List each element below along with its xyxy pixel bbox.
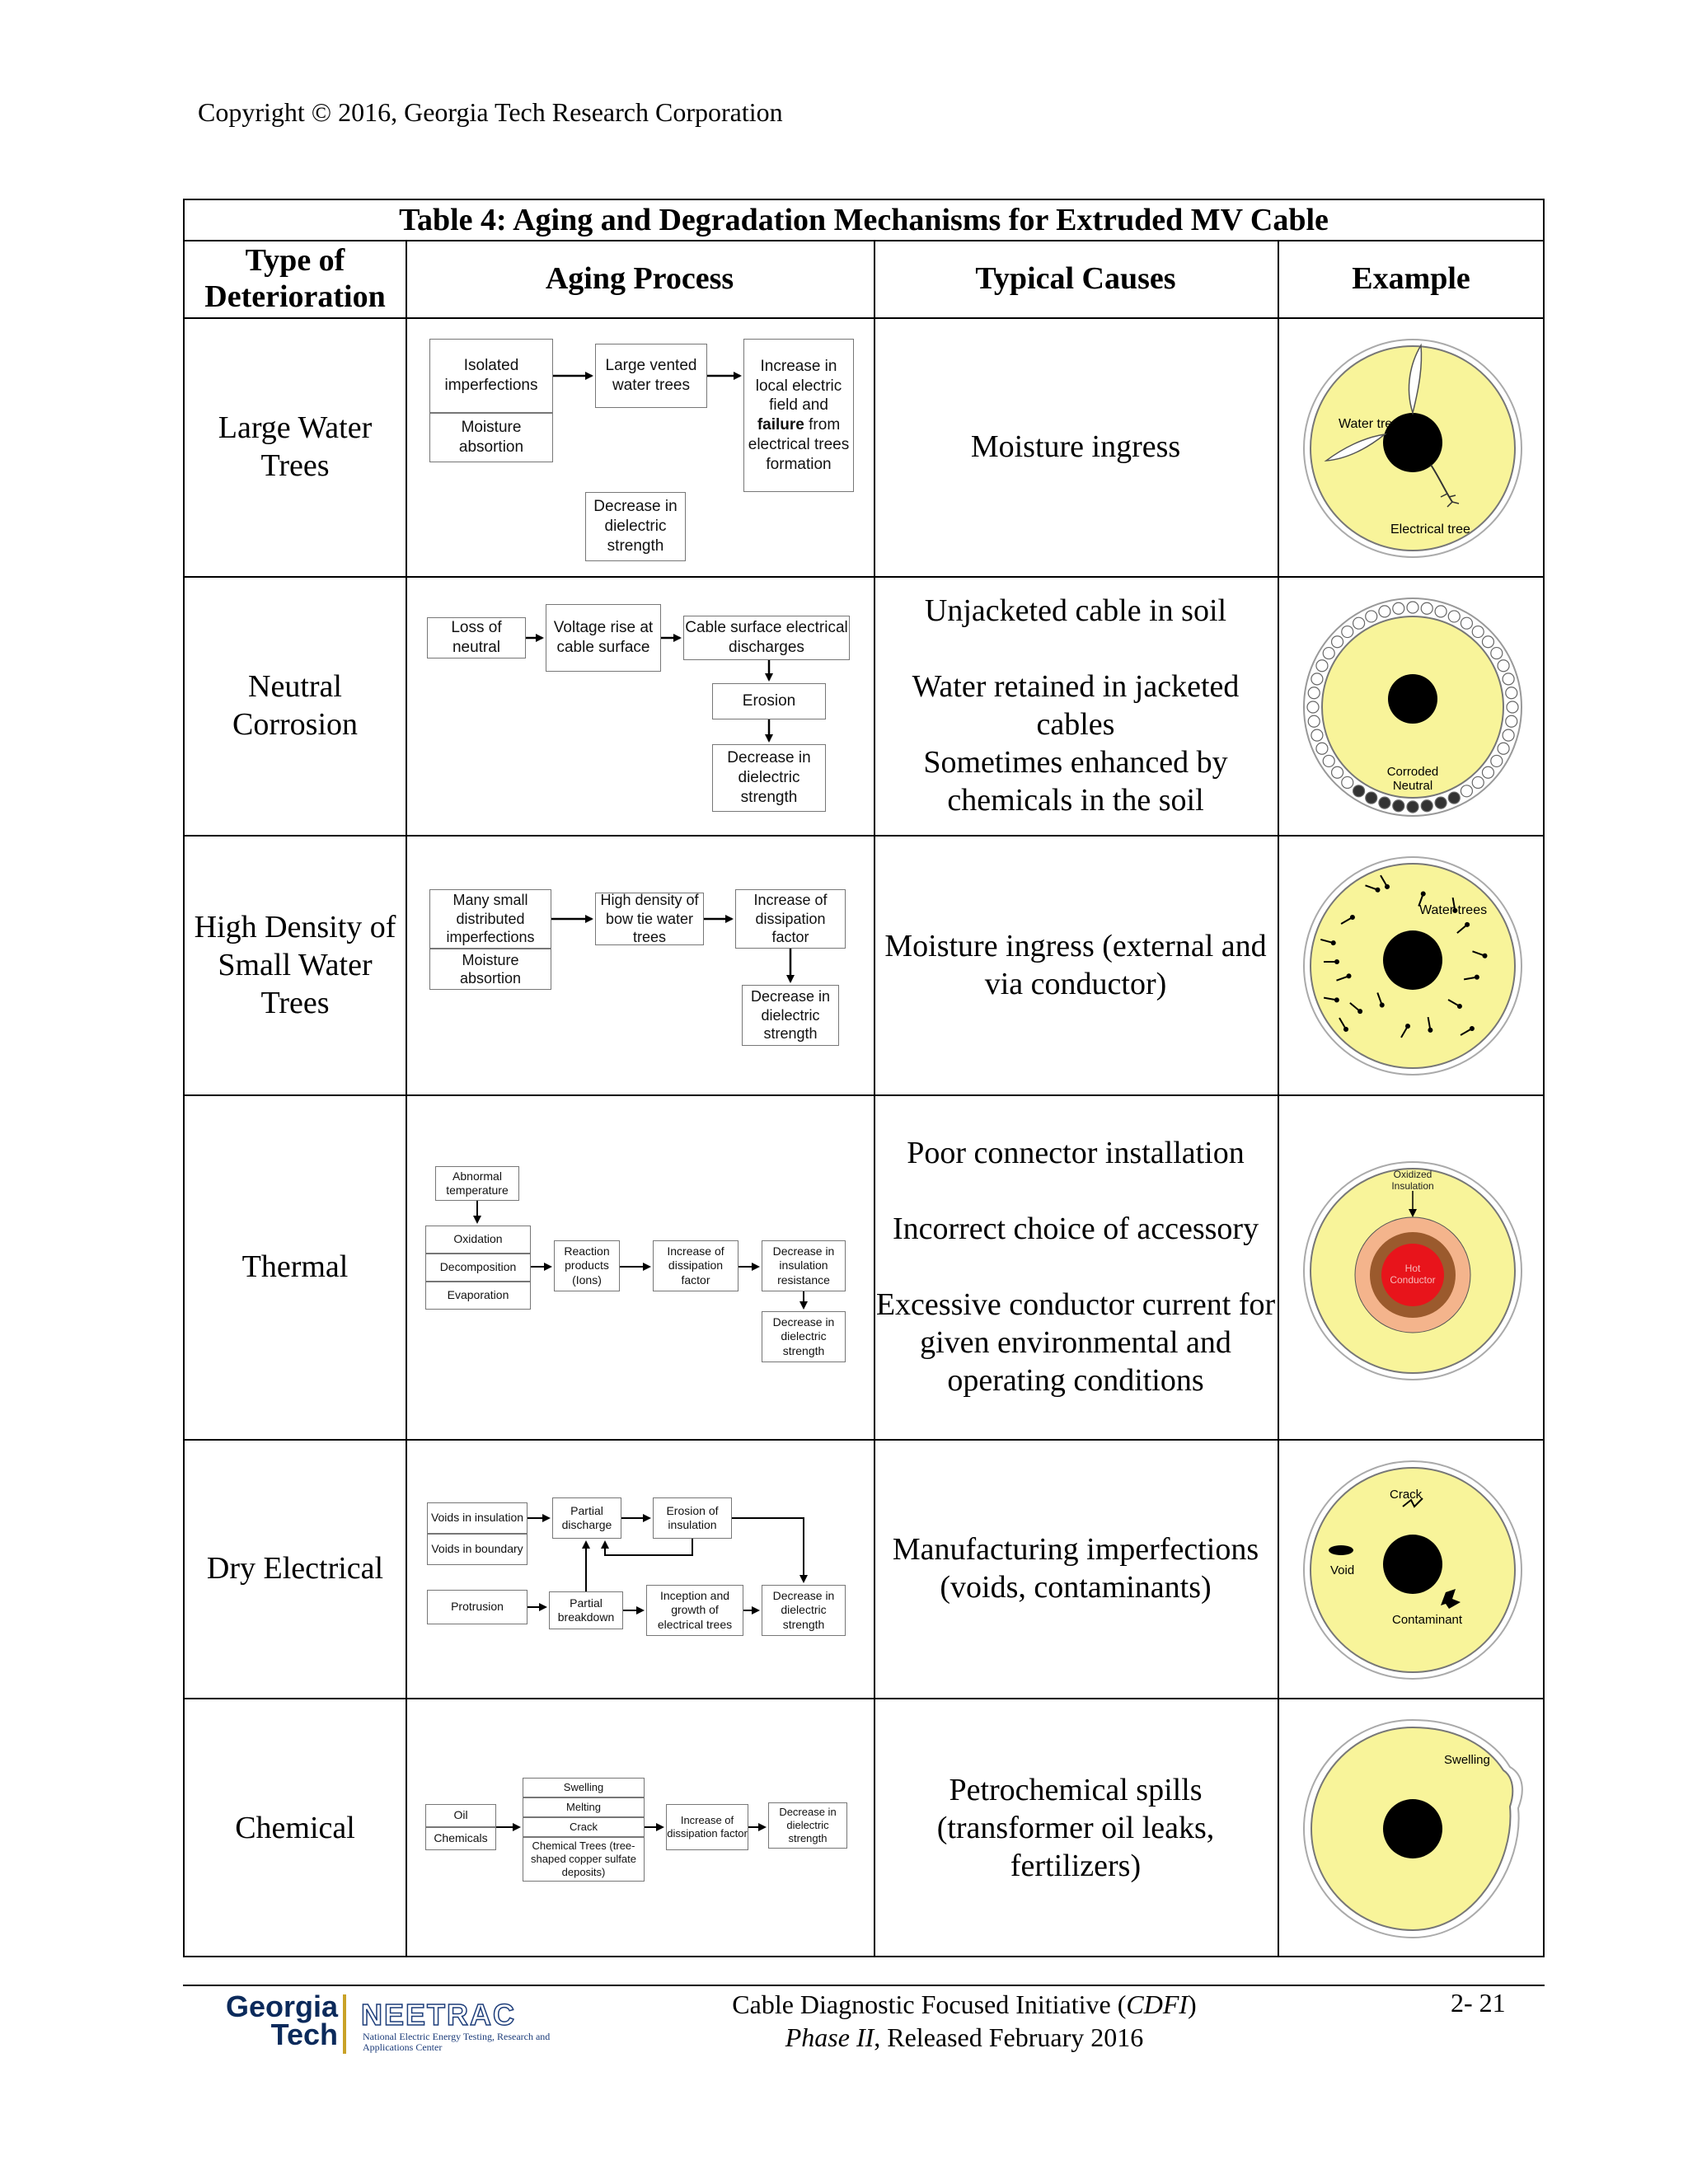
flow-box: Chemical Trees (tree-shaped copper sulfate deposits) (523, 1837, 645, 1882)
row-type-large-water-trees: Large Water Trees (218, 410, 373, 483)
logo-tech: Tech (270, 2018, 338, 2051)
flow-box: Decrease in dielectric strength (712, 744, 826, 812)
flow-box: Many small distributed imperfections (429, 889, 551, 949)
flow-box: Melting (523, 1797, 645, 1817)
footer-rule (183, 1985, 1545, 1986)
row-type-thermal: Thermal (241, 1249, 349, 1284)
logo-divider (343, 1994, 346, 2054)
footer-text: , Released February 2016 (874, 2022, 1144, 2052)
flow-box: Loss of neutral (427, 617, 526, 658)
row-type-high-density: High Density of Small Water Trees (194, 909, 396, 1020)
flow-box: Partial breakdown (549, 1591, 623, 1629)
cause-text: Petrochemical spills (transformer oil leaks, fertilizers) (936, 1772, 1215, 1883)
footer-line-2 (544, 2021, 1385, 2054)
flow-box: Partial discharge (552, 1497, 621, 1539)
logo-georgia: Georgia (225, 1990, 338, 2023)
flow-box: Evaporation (425, 1282, 531, 1310)
flow-box: Decrease in dielectric strength (742, 985, 839, 1046)
georgia-tech-logo (198, 1990, 338, 2051)
flow-box: Crack (523, 1817, 645, 1837)
footer-text: Cable Diagnostic Focused Initiative ( (732, 1990, 1127, 2019)
label-swelling-text: Swelling (1444, 1753, 1490, 1767)
column-header-example: Example (1352, 261, 1470, 296)
flow-text: from electrical trees formation (748, 416, 850, 473)
flow-box: High density of bow tie water trees (595, 893, 704, 945)
label-oxidized-2: Insulation (1391, 1180, 1434, 1192)
flow-box: Decrease in dielectric strength (762, 1585, 846, 1636)
footer-document-title (544, 1988, 1385, 2054)
label-hot-2: Conductor (1390, 1274, 1436, 1286)
flow-box: Swelling (523, 1778, 645, 1797)
row-type-dry-electrical: Dry Electrical (206, 1551, 384, 1586)
column-header-causes: Typical Causes (975, 261, 1176, 296)
table-title: Table 4: Aging and Degradation Mechanisms for Extruded MV Cable (399, 203, 1329, 237)
label-water-tree-text: Water tree (1339, 417, 1400, 431)
cause-text: Unjacketed cable in soil (924, 593, 1227, 628)
label-neutral-text: Neutral (1392, 779, 1433, 793)
flow-box: Cable surface electrical discharges (683, 616, 850, 660)
flow-box: Abnormal temperature (435, 1166, 519, 1201)
row-type-chemical: Chemical (235, 1810, 355, 1845)
flow-box: Isolated imperfections (429, 339, 553, 413)
cause-text: Manufacturing imperfections (voids, contaminants) (892, 1532, 1259, 1605)
flow-box: Increase of dissipation factor (666, 1804, 748, 1850)
label-crack-text: Crack (1390, 1488, 1423, 1502)
cause-text: Moisture ingress (external and via conductor) (884, 928, 1267, 1001)
label-hot-1: Hot (1404, 1263, 1421, 1274)
footer-line-1 (544, 1988, 1385, 2021)
label-contaminant-text: Contaminant (1392, 1613, 1463, 1627)
flow-box: Decomposition (425, 1254, 531, 1282)
copyright-notice: Copyright © 2016, Georgia Tech Research Corporation (198, 97, 783, 127)
flow-box: Decrease in insulation resistance (762, 1240, 846, 1291)
neetrac-subtitle: National Electric Energy Testing, Research and Applications Center (363, 2031, 551, 2053)
label-corroded-text: Corroded (1386, 765, 1439, 779)
example-chemical (1297, 1718, 1528, 1940)
flow-box: Erosion of insulation (653, 1497, 732, 1539)
flow-box: Increase of dissipation factor (653, 1240, 738, 1291)
flow-box: Reaction products (Ions) (554, 1240, 620, 1291)
label-oxidized-1: Oxidized (1393, 1169, 1432, 1180)
label-water-trees-text: Water trees (1419, 903, 1488, 917)
cause-text: Sometimes enhanced by chemicals in the soil (923, 745, 1228, 818)
flow-box: Increase of dissipation factor (735, 889, 846, 949)
flow-box: Large vented water trees (595, 344, 707, 408)
footer-text-italic: CDFI (1126, 1990, 1189, 2019)
footer-text-italic: Phase II (785, 2022, 874, 2052)
label-swelling (1444, 1753, 1490, 1767)
cause-text: Poor connector installation (907, 1136, 1245, 1170)
flow-box: Decrease in dielectric strength (768, 1802, 847, 1849)
row-type-neutral-corrosion: Neutral Corrosion (232, 669, 358, 742)
flow-box: Erosion (712, 683, 826, 719)
flow-box: Protrusion (427, 1590, 528, 1624)
cause-text: Incorrect choice of accessory (892, 1212, 1259, 1246)
page-number: 2- 21 (1451, 1988, 1506, 2018)
flow-box: Decrease in dielectric strength (585, 492, 686, 561)
flow-box: Decrease in dielectric strength (762, 1311, 846, 1362)
mechanisms-table (183, 199, 1545, 1957)
column-header-type: Type of Deterioration (204, 243, 386, 314)
flow-text-bold: failure (757, 416, 804, 434)
conductor (1383, 1799, 1442, 1858)
flow-box: Oil (425, 1804, 496, 1827)
flow-box: Voltage rise at cable surface (546, 604, 661, 672)
flow-box: Inception and growth of electrical trees (646, 1585, 743, 1636)
neetrac-logo: NEETRAC (361, 1998, 517, 2032)
label-void-text: Void (1330, 1563, 1355, 1577)
flow-box: Oxidation (425, 1226, 531, 1254)
cause-text: Excessive conductor current for given environmental and operating conditions (875, 1287, 1276, 1398)
flow-text: Increase in local electric field and (755, 357, 842, 415)
flow-arrows (185, 200, 1545, 1959)
flow-box: Voids in boundary (427, 1534, 528, 1565)
label-electrical-tree-text: Electrical tree (1390, 523, 1470, 537)
cause-text: Moisture ingress (970, 429, 1181, 464)
flow-box: Moisture absortion (429, 949, 551, 990)
footer-text: ) (1188, 1990, 1197, 2019)
flow-box: Voids in insulation (427, 1502, 528, 1534)
flow-box: Chemicals (425, 1827, 496, 1850)
flow-box: Moisture absortion (429, 413, 553, 462)
column-header-process: Aging Process (545, 261, 734, 296)
cause-text: Water retained in jacketed cables (912, 669, 1240, 742)
